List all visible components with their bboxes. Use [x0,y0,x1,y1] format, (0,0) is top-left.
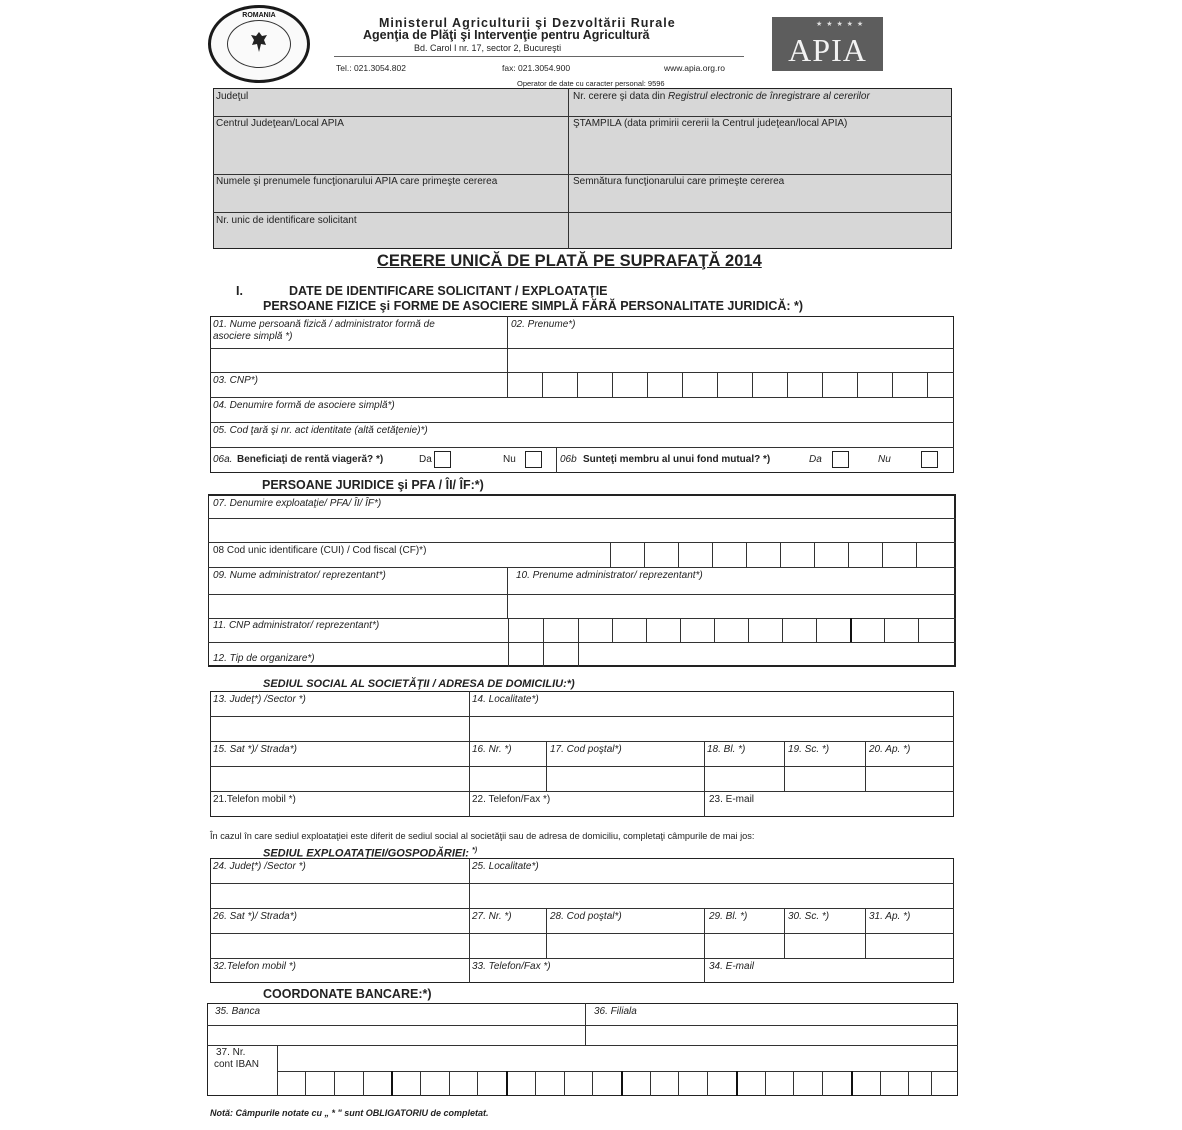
exp-bloc-field[interactable]: 29. Bl. *) [709,911,748,922]
exp-scara-field[interactable]: 30. Sc. *) [788,911,830,922]
banca-table [207,1003,958,1096]
bloc-field[interactable]: 18. Bl. *) [707,744,746,755]
seal-text: ROMANIA [242,12,276,19]
nume-pf-field[interactable]: 01. Nume persoană fizică / administrator formă de [213,319,435,330]
cnp-field[interactable]: 03. CNP*) [213,375,259,386]
website-link[interactable]: www.apia.org.ro [664,63,725,73]
denumire-exploatatie-field[interactable]: 07. Denumire exploataţie/ PFA/ ÎI/ ÎF*) [213,498,382,509]
exp-localitate-field[interactable]: 25. Localitate*) [472,861,539,872]
renta-da-checkbox[interactable] [434,451,451,468]
sat-strada-field[interactable]: 15. Sat *)/ Strada*) [213,744,297,755]
scara-field[interactable]: 19. Sc. *) [788,744,830,755]
renta-viagera-label: Beneficiaţi de rentă viageră? *) [237,454,384,465]
eagle-icon [249,30,269,54]
cod-postal-field[interactable]: 17. Cod poştal*) [550,744,622,755]
agency-address: Bd. Carol I nr. 17, sector 2, Bucureşti [414,43,562,53]
section-title: DATE DE IDENTIFICARE SOLICITANT / EXPLOATAŢIE [289,284,608,298]
fax: fax: 021.3054.900 [502,63,571,73]
data-operator-note: Operator de date cu caracter personal: 9596 [517,79,665,88]
footnote: Notă: Câmpurile notate cu „ * " sunt OBLIGATORIU de completat. [210,1108,489,1118]
pf-table [210,316,954,473]
nr-unic-field[interactable]: Nr. unic de identificare solicitant [216,215,357,226]
prenume-field[interactable]: 02. Prenume*) [511,319,576,330]
nr-cerere-field[interactable]: Nr. cerere şi data din Registrul electronic de înregistrare al cererilor [573,91,870,102]
pj-title: PERSOANE JURIDICE şi PFA / ÎI/ ÎF:*) [262,478,484,492]
fond-da-checkbox[interactable] [832,451,849,468]
telefon-mobil-field[interactable]: 21.Telefon mobil *) [213,794,296,805]
cod-tara-field[interactable]: 05. Cod ţară şi nr. act identitate (altă cetăţenie)*) [213,425,428,436]
judet-sector-field[interactable]: 13. Judeţ*) /Sector *) [213,694,306,705]
exp-apartament-field[interactable]: 31. Ap. *) [869,911,911,922]
iban-label: 37. Nr. [216,1047,246,1058]
pf-title: PERSOANE FIZICE şi FORME DE ASOCIERE SIMPLĂ FĂRĂ PERSONALITATE JURIDICĂ: *) [263,299,804,313]
exp-sat-strada-field[interactable]: 26. Sat *)/ Strada*) [213,911,297,922]
semnatura-field[interactable]: Semnătura funcţionarului care primeşte cererea [573,176,785,187]
exploatatie-note: În cazul în care sediul exploataţiei este diferit de sediul social al societăţii sau de adresa de domiciliu, completaţi câmpurile de mai jos: [210,831,755,841]
localitate-field[interactable]: 14. Localitate*) [472,694,539,705]
tip-organizare-field[interactable]: 12. Tip de organizare*) [213,653,315,664]
exp-nr-field[interactable]: 27. Nr. *) [472,911,512,922]
centru-field[interactable]: Centrul Judeţean/Local APIA [216,118,344,129]
cnp-administrator-field[interactable]: 11. CNP administrator/ reprezentant*) [213,620,380,631]
stampila-field[interactable]: ŞTAMPILA (data primirii cererii la Centrul judeţean/local APIA) [573,118,848,129]
banca-title: COORDONATE BANCARE:*) [263,987,432,1001]
renta-nu-checkbox[interactable] [525,451,542,468]
denumire-asociere-field[interactable]: 04. Denumire formă de asociere simplă*) [213,400,395,411]
exp-judet-sector-field[interactable]: 24. Judeţ*) /Sector *) [213,861,306,872]
telefon-fax-field[interactable]: 22. Telefon/Fax *) [472,794,551,805]
exp-email-field[interactable]: 34. E-mail [709,961,755,972]
phone: Tel.: 021.3054.802 [336,63,406,73]
apia-logo: ★ ★ ★ ★ ★ APIA [772,17,883,71]
section-number: I. [236,284,243,298]
email-field[interactable]: 23. E-mail [709,794,755,805]
stars-icon: ★ ★ ★ ★ ★ [816,21,865,28]
exploatatie-title: SEDIUL EXPLOATAŢIEI/GOSPODĂRIEI: *) [263,847,478,860]
cui-field[interactable]: 08 Cod unic identificare (CUI) / Cod fiscal (CF)*) [213,545,427,556]
filiala-field[interactable]: 36. Filiala [594,1006,637,1017]
functionar-field[interactable]: Numele şi prenumele funcţionarului APIA care primeşte cererea [216,176,498,187]
fond-mutual-label: Sunteţi membru al unui fond mutual? *) [583,454,771,465]
exp-cod-postal-field[interactable]: 28. Cod poştal*) [550,911,622,922]
ministry-name: Ministerul Agriculturii şi Dezvoltării Rurale [379,16,676,30]
judet-field[interactable]: Judeţul [216,91,249,102]
fond-nu-checkbox[interactable] [921,451,938,468]
agency-name: Agenţia de Plăţi şi Intervenţie pentru Agricultură [363,28,650,42]
nr-field[interactable]: 16. Nr. *) [472,744,512,755]
nume-administrator-field[interactable]: 09. Nume administrator/ reprezentant*) [213,570,386,581]
exp-telefon-mobil-field[interactable]: 32.Telefon mobil *) [213,961,297,972]
exp-telefon-fax-field[interactable]: 33. Telefon/Fax *) [472,961,551,972]
sediu-title: SEDIUL SOCIAL AL SOCIETĂŢII / ADRESA DE DOMICILIU:*) [263,678,575,690]
form-title: CERERE UNICĂ DE PLATĂ PE SUPRAFAŢĂ 2014 [377,252,762,270]
apartament-field[interactable]: 20. Ap. *) [869,744,911,755]
romania-seal-logo [208,5,310,83]
prenume-administrator-field[interactable]: 10. Prenume administrator/ reprezentant*) [516,570,703,581]
banca-field[interactable]: 35. Banca [215,1006,261,1017]
